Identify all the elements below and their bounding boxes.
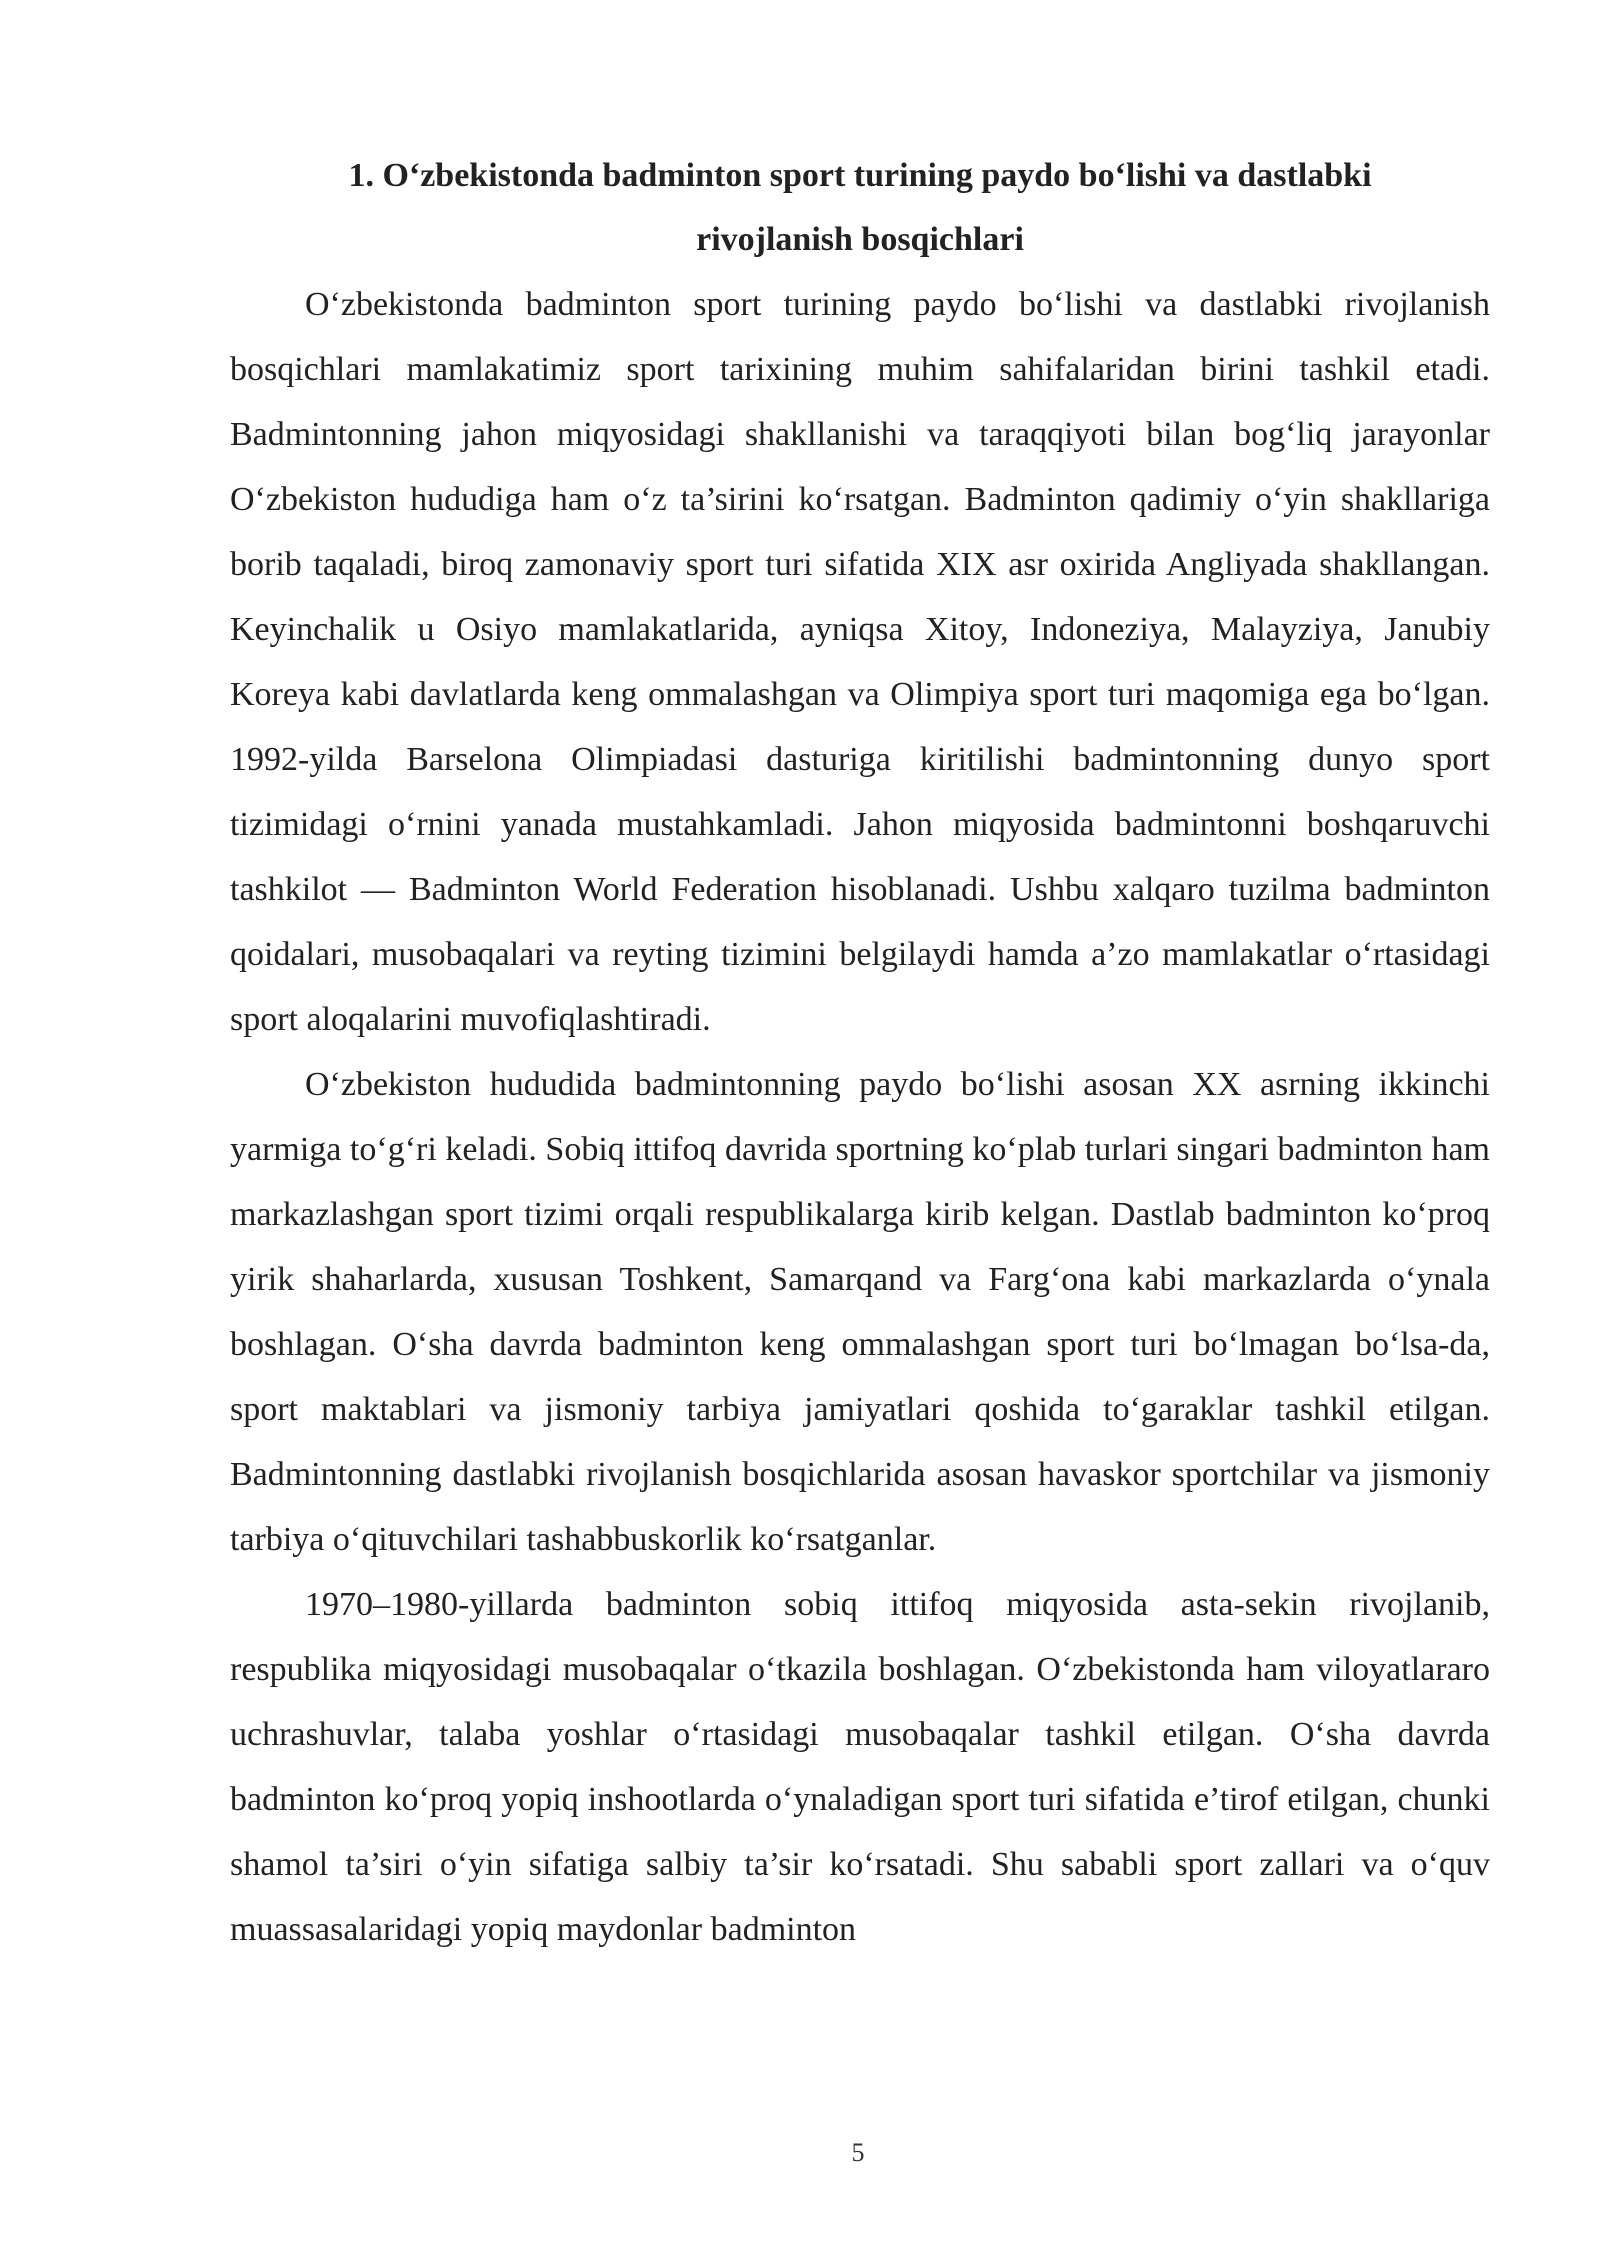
section-heading-line-2: rivojlanish bosqichlari	[696, 221, 1024, 258]
section-heading-line-1: 1. O‘zbekistonda badminton sport turining paydo bo‘lishi va dastlabki	[348, 157, 1372, 194]
body-text	[230, 272, 1490, 1962]
page-number: 5	[851, 2138, 865, 2167]
paragraph-1: O‘zbekistonda badminton sport turining paydo bo‘lishi va dastlabki rivojlanish bosqichlari mamlakatimiz sport tarixining muhim sahifalaridan birini tashkil etadi. Badmintonning jahon miqyosidagi shakllanishi va taraqqiyoti bilan bog‘liq jarayonlar O‘zbekiston hududiga ham o‘z ta’sirini ko‘rsatgan. Badminton qadimiy o‘yin shakllariga borib taqaladi, biroq zamonaviy sport turi sifatida XIX asr oxirida Angliyada shakllangan. Keyinchalik u Osiyo mamlakatlarida, ayniqsa Xitoy, Indoneziya, Malayziya, Janubiy Koreya kabi davlatlarda keng ommalashgan va Olimpiya sport turi maqomiga ega bo‘lgan. 1992-yilda Barselona Olimpiadasi dasturiga kiritilishi badmintonning dunyo sport tizimidagi o‘rnini yanada mustahkamladi. Jahon miqyosida badmintonni boshqaruvchi tashkilot — Badminton World Federation hisoblanadi. Ushbu xalqaro tuzilma badminton qoidalari, musobaqalari va reyting tizimini belgilaydi hamda a’zo mamlakatlar o‘rtasidagi sport aloqalarini muvofiqlashtiradi.	[230, 286, 1490, 1038]
paragraph-2: O‘zbekiston hududida badmintonning paydo bo‘lishi asosan XX asrning ikkinchi yarmiga to‘g‘ri keladi. Sobiq ittifoq davrida sportning ko‘plab turlari singari badminton ham markazlashgan sport tizimi orqali respublikalarga kirib kelgan. Dastlab badminton ko‘proq yirik shaharlarda, xususan Toshkent, Samarqand va Farg‘ona kabi markazlarda o‘ynala boshlagan. O‘sha davrda badminton keng ommalashgan sport turi bo‘lmagan bo‘lsa-da, sport maktablari va jismoniy tarbiya jamiyatlari qoshida to‘garaklar tashkil etilgan. Badmintonning dastlabki rivojlanish bosqichlarida asosan havaskor sportchilar va jismoniy tarbiya o‘qituvchilari tashabbuskorlik ko‘rsatganlar.	[230, 1066, 1490, 1558]
paragraph-3: 1970–1980-yillarda badminton sobiq ittifoq miqyosida asta-sekin rivojlanib, respublika miqyosidagi musobaqalar o‘tkazila boshlagan. O‘zbekistonda ham viloyatlararo uchrashuvlar, talaba yoshlar o‘rtasidagi musobaqalar tashkil etilgan. O‘sha davrda badminton ko‘proq yopiq inshootlarda o‘ynaladigan sport turi sifatida e’tirof etilgan, chunki shamol ta’siri o‘yin sifatiga salbiy ta’sir ko‘rsatadi. Shu sababli sport zallari va o‘quv muassasalaridagi yopiq maydonlar badminton	[230, 1586, 1490, 1948]
